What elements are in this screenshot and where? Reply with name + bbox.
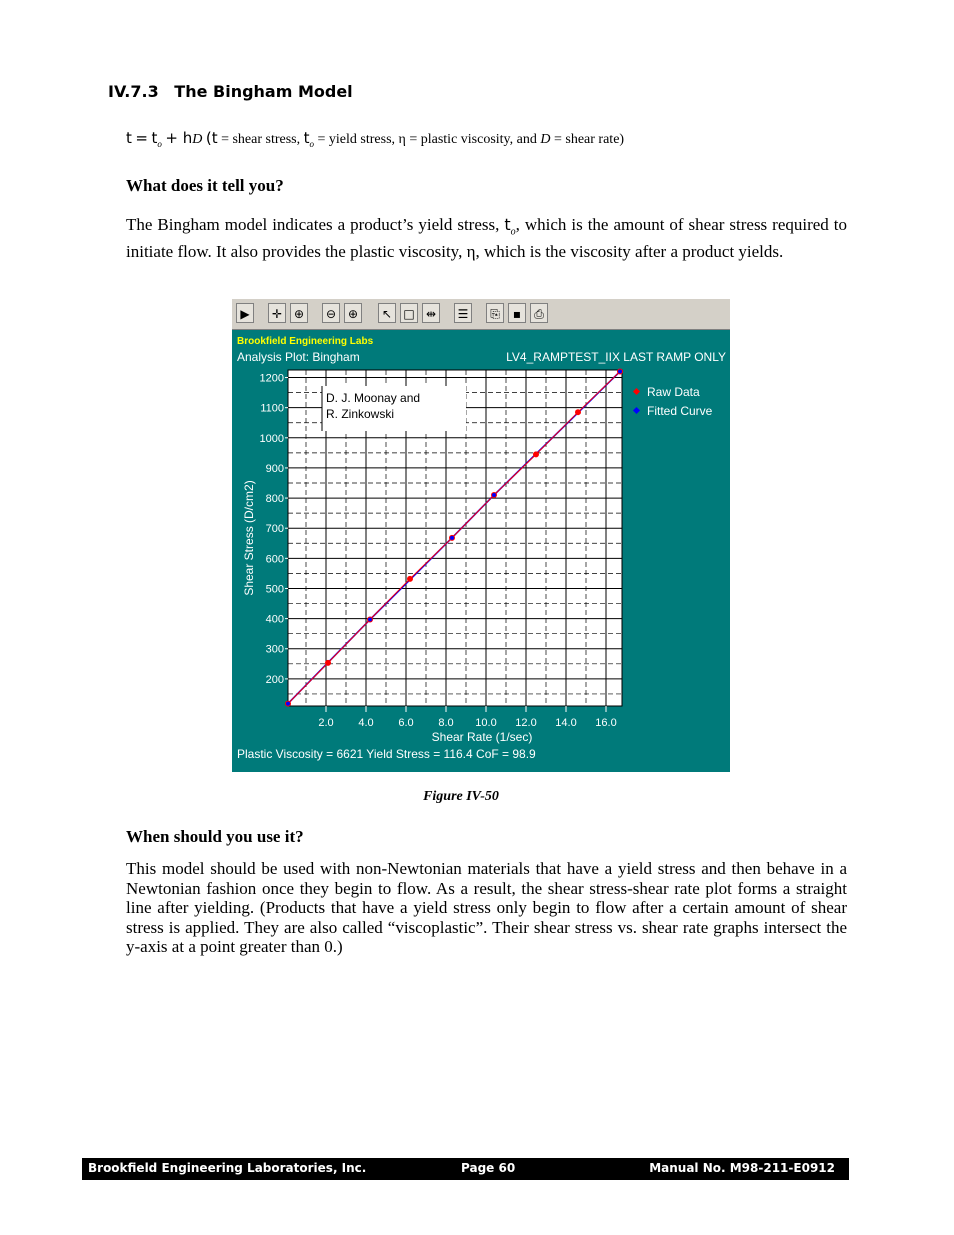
formula-tau2: t bbox=[303, 129, 310, 147]
raw-data-point bbox=[325, 660, 331, 666]
footer-page: Page 60 bbox=[461, 1161, 516, 1175]
q1-paragraph bbox=[126, 215, 847, 261]
save-icon[interactable]: ▪ bbox=[508, 303, 526, 323]
print-icon[interactable]: ⎙ bbox=[530, 303, 548, 323]
bingham-chart bbox=[232, 330, 730, 772]
formula-sub: o bbox=[157, 138, 162, 149]
y-tick-label: 1100 bbox=[260, 402, 284, 415]
y-tick-label: 300 bbox=[265, 643, 284, 656]
q1-tau: t bbox=[504, 215, 511, 234]
chart-toolbar bbox=[232, 299, 730, 330]
x-axis-label: Shear Rate (1/sec) bbox=[431, 730, 533, 744]
raw-data-point bbox=[575, 409, 581, 415]
q2-paragraph: This model should be used with non-Newtonian materials that have a yield stress and then behave in a Newtonian fashion once they begin to flow. As a result, the shear stress-shear rate plot forms a straight line after yielding. (Products that have a yield stress only begin to flow after a certain amount of shear stress is applied. They are also called “viscoplastic”. Their shear stress vs. shear rate graphs intersect the y-axis at a point greater than 0.) bbox=[126, 859, 847, 956]
formula-tau1: t bbox=[211, 129, 218, 147]
play-icon[interactable]: ▶ bbox=[236, 303, 254, 323]
legend-label: Raw Data bbox=[647, 385, 700, 399]
formula-d: D bbox=[192, 132, 203, 147]
x-tick-label: 4.0 bbox=[358, 717, 374, 729]
fitted-curve-point bbox=[286, 702, 290, 706]
chart-company: Brookfield Engineering Labs bbox=[237, 336, 374, 347]
formula-def2: = yield stress, η = plastic viscosity, and bbox=[314, 132, 541, 147]
y-axis-label: Shear Stress (D/cm2) bbox=[242, 480, 256, 596]
raw-data-point bbox=[407, 576, 413, 582]
chart-analysis-label: Analysis Plot: Bingham bbox=[237, 350, 360, 364]
copy-icon[interactable]: ⎘ bbox=[486, 303, 504, 323]
formula-d2: D bbox=[540, 132, 551, 147]
page-footer bbox=[82, 1158, 849, 1180]
formula-tau0: t bbox=[151, 129, 158, 147]
y-tick-label: 400 bbox=[265, 613, 284, 626]
y-tick-label: 800 bbox=[265, 493, 284, 506]
chart-legend bbox=[633, 385, 713, 418]
formula-paren: ( bbox=[205, 129, 212, 147]
formula-def1: = shear stress, bbox=[217, 132, 304, 147]
formula-plus-eta: + h bbox=[165, 129, 193, 147]
y-tick-label: 900 bbox=[265, 462, 284, 475]
x-tick-label: 12.0 bbox=[515, 717, 537, 729]
footer-manual: Manual No. M98-211-E0912 bbox=[649, 1161, 835, 1175]
q1-text-b: , which is the amount of shear stress required to initiate flow. It also provides the plastic viscosity, η, which is the viscosity after a product yields. bbox=[126, 215, 847, 261]
chart-test-label: LV4_RAMPTEST_IIX LAST RAMP ONLY bbox=[506, 350, 726, 364]
zoom-pan-icon[interactable]: ⊕ bbox=[290, 303, 308, 323]
zoom-out-icon[interactable]: ⊖ bbox=[322, 303, 340, 323]
fitted-curve-point bbox=[492, 493, 496, 497]
q2-heading: When should you use it? bbox=[126, 827, 304, 846]
y-tick-label: 1200 bbox=[259, 372, 284, 385]
raw-data-point bbox=[533, 451, 539, 457]
pointer-icon[interactable]: ↖ bbox=[378, 303, 396, 323]
x-tick-label: 10.0 bbox=[475, 717, 497, 729]
y-tick-label: 600 bbox=[265, 553, 284, 566]
y-tick-label: 200 bbox=[265, 673, 284, 686]
marker-icon[interactable]: ⇹ bbox=[422, 303, 440, 323]
legend-label: Fitted Curve bbox=[647, 404, 713, 418]
zoom-in-icon[interactable]: ⊕ bbox=[344, 303, 362, 323]
q1-text-a: The Bingham model indicates a product’s yield stress, bbox=[126, 215, 505, 234]
x-tick-label: 16.0 bbox=[595, 717, 617, 729]
x-tick-label: 14.0 bbox=[555, 717, 577, 729]
x-tick-label: 8.0 bbox=[438, 717, 454, 729]
x-tick-label: 6.0 bbox=[398, 717, 414, 729]
chart-window bbox=[232, 299, 730, 772]
figure-caption-text: Figure IV-50 bbox=[423, 789, 499, 804]
y-tick-label: 700 bbox=[265, 523, 284, 536]
fitted-curve-point bbox=[450, 536, 454, 540]
properties-icon[interactable]: ☰ bbox=[454, 303, 472, 323]
formula-lhs: t bbox=[126, 129, 132, 147]
chart-stats: Plastic Viscosity = 6621 Yield Stress = 116.4 CoF = 98.9 bbox=[237, 747, 536, 761]
x-tick-label: 2.0 bbox=[318, 717, 334, 729]
figure-caption bbox=[0, 789, 954, 805]
formula-eq: = bbox=[135, 129, 148, 147]
annotation-line1: D. J. Moonay and bbox=[326, 391, 421, 405]
y-tick-label: 1000 bbox=[259, 432, 284, 445]
section-heading bbox=[108, 82, 353, 101]
annotation-line2: R. Zinkowski bbox=[326, 407, 395, 421]
footer-company: Brookfield Engineering Laboratories, Inc. bbox=[88, 1161, 367, 1175]
formula-sub2: o bbox=[309, 138, 315, 149]
legend-marker bbox=[633, 388, 640, 395]
fitted-curve-point bbox=[368, 618, 372, 622]
legend-marker bbox=[633, 407, 640, 414]
q1-heading: What does it tell you? bbox=[126, 176, 284, 195]
bingham-formula bbox=[126, 129, 624, 149]
move-icon[interactable]: ✛ bbox=[268, 303, 286, 323]
q1-sub: o bbox=[510, 226, 516, 238]
fitted-curve-point bbox=[618, 370, 622, 374]
section-title: The Bingham Model bbox=[174, 82, 353, 101]
select-icon[interactable]: □ bbox=[400, 303, 418, 323]
section-number: IV.7.3 bbox=[108, 82, 159, 101]
formula-def3: = shear rate) bbox=[550, 132, 625, 147]
y-tick-label: 500 bbox=[265, 583, 284, 596]
